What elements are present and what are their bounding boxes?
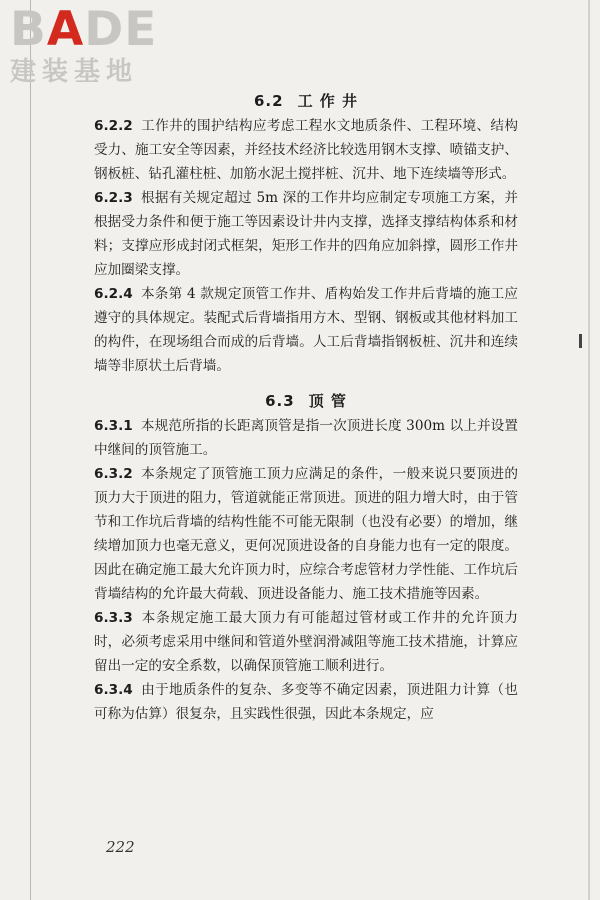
clause-number: 6.3.2: [94, 466, 133, 482]
clause-text: 本规范所指的长距离顶管是指一次顶进长度 300m 以上并设置中继间的顶管施工。: [94, 418, 518, 458]
clause: [94, 186, 518, 282]
clause: [94, 282, 518, 378]
clause-text: 根据有关规定超过 5m 深的工作井均应制定专项施工方案，并根据受力条件和便于施工等因素设计井内支撑，选择支撑结构体系和材料；支撑应形成封闭式框架，矩形工作井的四角应加斜撑，圆形工作井应加圈梁支撑。: [94, 190, 518, 278]
clause: [94, 414, 518, 462]
clause-text: 工作井的围护结构应考虑工程水文地质条件、工程环境、结构受力、施工安全等因素，并经技术经济比较选用钢木支撑、喷锚支护、钢板桩、钻孔灌柱桩、加筋水泥土搅拌桩、沉井、地下连续墙等形式。: [94, 118, 518, 182]
page-edge-mark: [579, 334, 582, 348]
clause-number: 6.3.1: [94, 418, 133, 434]
clause: [94, 606, 518, 678]
clause-text: 本条规定了顶管施工顶力应满足的条件，一般来说只要顶进的顶力大于顶进的阻力，管道就能正常顶进。顶进的阻力增大时，由于管节和工作坑后背墙的结构性能不可能无限制（也没有必要）的增加，继续增加顶力也毫无意义，更何况顶进设备的自身能力也有一定的限度。因此在确定施工最大允许顶力时，应综合考虑管材力学性能、工作坑后背墙结构的允许最大荷载、顶进设备能力、施工技术措施等因素。: [94, 466, 518, 602]
logo-wordmark: BADE: [10, 2, 158, 57]
clause-text: 由于地质条件的复杂、多变等不确定因素，顶进阻力计算（也可称为估算）很复杂，且实践性很强，因此本条规定，应: [94, 682, 518, 722]
clause-number: 6.2.2: [94, 118, 133, 134]
section-spacer: [94, 378, 518, 388]
document-body: [94, 88, 518, 726]
logo-subtitle: 建装基地: [10, 57, 139, 87]
page-binding-edge: [30, 0, 31, 900]
clause: [94, 114, 518, 186]
clause: [94, 462, 518, 606]
page-number: 222: [106, 838, 135, 856]
clause-number: 6.2.3: [94, 190, 133, 206]
watermark-logo: [10, 2, 180, 96]
clause-text: 本条第 4 款规定顶管工作井、盾构始发工作井后背墙的施工应遵守的具体规定。装配式后背墙指用方木、型钢、钢板或其他材料加工的构件，在现场组合而成的后背墙。人工后背墙指钢板桩、沉井和连续墙等非原状土后背墙。: [94, 286, 518, 374]
clause: [94, 678, 518, 726]
clause-number: 6.2.4: [94, 286, 133, 302]
clause-number: 6.3.3: [94, 610, 133, 626]
page-outer-edge: [588, 0, 590, 900]
clause-number: 6.3.4: [94, 682, 133, 698]
clause-text: 本条规定施工最大顶力有可能超过管材或工作井的允许顶力时，必须考虑采用中继间和管道外壁润滑减阻等施工技术措施，计算应留出一定的安全系数，以确保顶管施工顺利进行。: [94, 610, 518, 674]
section-heading: 6.2 工 作 井: [253, 92, 359, 110]
section-heading: 6.3 顶 管: [265, 392, 347, 410]
